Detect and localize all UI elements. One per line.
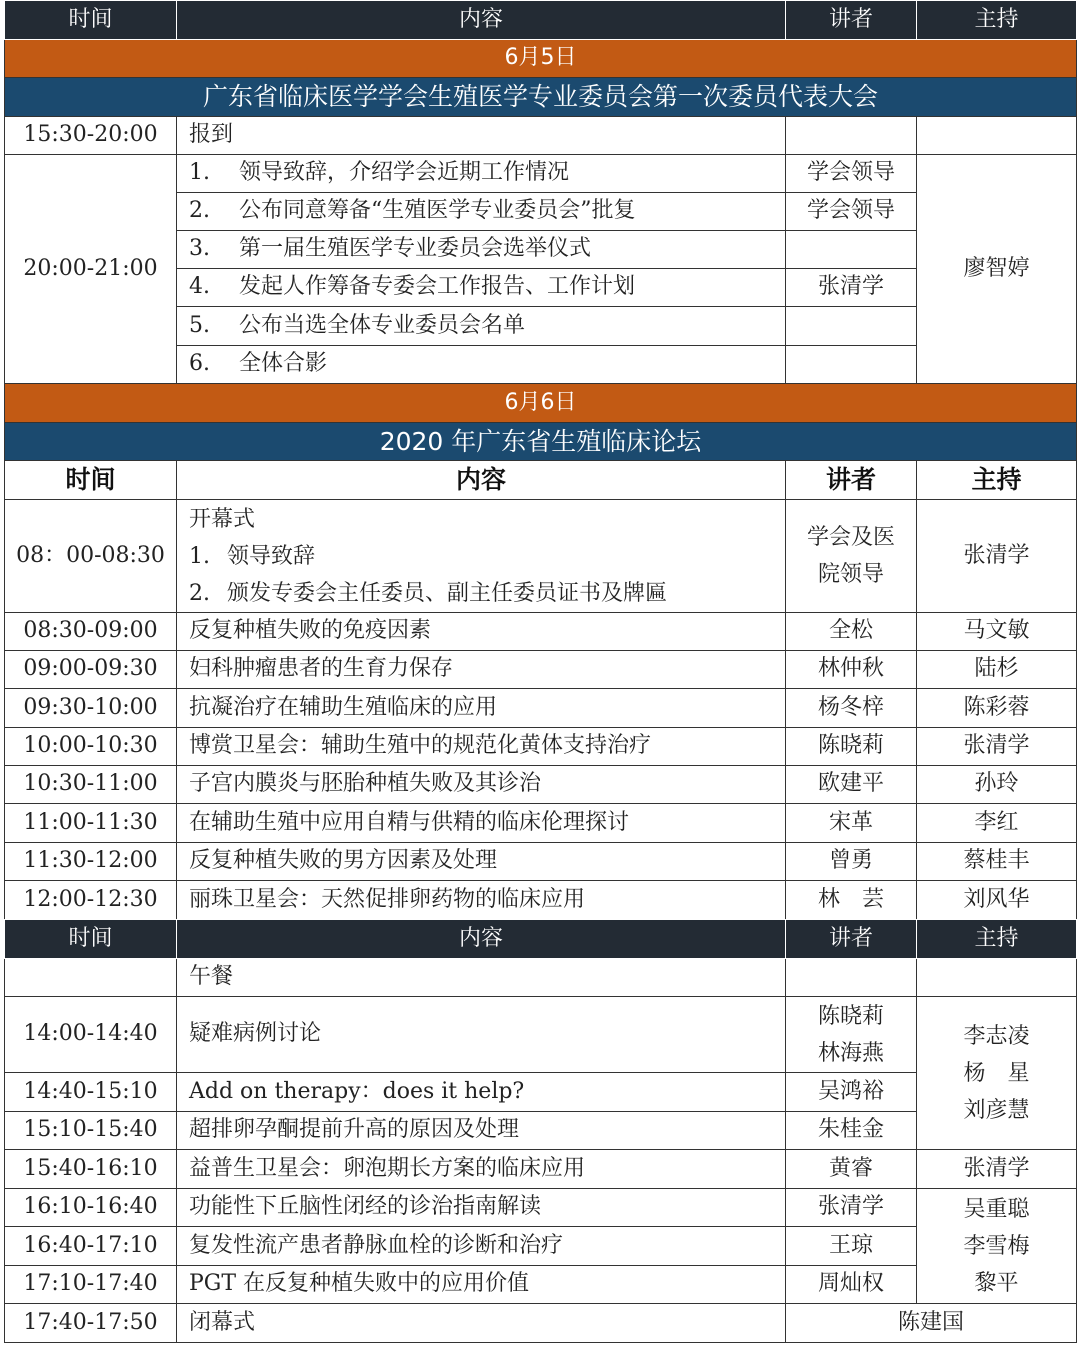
opening-content: [177, 500, 786, 613]
meeting-item: 3. 第一届生殖医学专业委员会选举仪式: [177, 231, 786, 269]
lunch-content: 午餐: [177, 959, 786, 997]
late-hosts: 吴重聪 李雪梅 黎平: [917, 1189, 1077, 1304]
checkin-host: [917, 117, 1077, 155]
session-speaker: 陈晓莉: [786, 728, 917, 766]
table-row: [5, 613, 1077, 651]
header-speaker: 讲者: [786, 920, 917, 959]
session-content: 疑难病例讨论: [177, 997, 786, 1073]
lunch-row: [5, 959, 1077, 997]
closing-time: 17:40-17:50: [5, 1304, 177, 1343]
header-speaker: 讲者: [786, 461, 917, 500]
afternoon-hosts: 李志凌 杨 星 刘彦慧: [917, 997, 1077, 1150]
session-host: 陈彩蓉: [917, 689, 1077, 728]
session-time: 14:40-15:10: [5, 1073, 177, 1112]
table-row: [5, 155, 1077, 193]
header-time: 时间: [5, 461, 177, 500]
session-time: 09:00-09:30: [5, 651, 177, 689]
header-content: 内容: [177, 920, 786, 959]
session-content: 功能性下丘脑性闭经的诊治指南解读: [177, 1189, 786, 1227]
session-speaker: 陈晓莉 林海燕: [786, 997, 917, 1073]
table-row: [5, 843, 1077, 881]
checkin-time: 15:30-20:00: [5, 117, 177, 155]
opening-time: 08：00-08:30: [5, 500, 177, 613]
day1-date: 6月5日: [5, 40, 1077, 78]
session-content: 丽珠卫星会：天然促排卵药物的临床应用: [177, 881, 786, 920]
session-speaker: 吴鸿裕: [786, 1073, 917, 1112]
day2-date: 6月6日: [5, 384, 1077, 423]
lunch-host: [917, 959, 1077, 997]
session-speaker: 黄睿: [786, 1150, 917, 1189]
opening-line: 1. 领导致辞: [189, 543, 316, 569]
meeting-item-speaker: [786, 307, 917, 346]
session-host: 张清学: [917, 1150, 1077, 1189]
meeting-host: 廖智婷: [917, 155, 1077, 384]
session-content: 超排卵孕酮提前升高的原因及处理: [177, 1112, 786, 1150]
meeting-item: 5. 公布当选全体专业委员会名单: [177, 307, 786, 346]
session-speaker: 张清学: [786, 1189, 917, 1227]
header-time: 时间: [5, 1, 177, 40]
session-time: 12:00-12:30: [5, 881, 177, 920]
session-time: 10:00-10:30: [5, 728, 177, 766]
day1-date-row: [5, 40, 1077, 78]
session-host: 刘风华: [917, 881, 1077, 920]
header-speaker: 讲者: [786, 1, 917, 40]
table-header: [5, 1, 1077, 40]
closing-content: 闭幕式: [177, 1304, 786, 1343]
opening-speaker: 学会及医 院领导: [786, 500, 917, 613]
table-row: [5, 728, 1077, 766]
checkin-content: 报到: [177, 117, 786, 155]
session-time: 08:30-09:00: [5, 613, 177, 651]
session-content: 妇科肿瘤患者的生育力保存: [177, 651, 786, 689]
day2-title-row: [5, 423, 1077, 461]
table-row: [5, 997, 1077, 1073]
opening-row: [5, 500, 1077, 613]
session-time: 10:30-11:00: [5, 766, 177, 804]
header-host: 主持: [917, 461, 1077, 500]
day2-title: 2020 年广东省生殖临床论坛: [5, 423, 1077, 461]
session-content: 抗凝治疗在辅助生殖临床的应用: [177, 689, 786, 728]
table-row: [5, 117, 1077, 155]
day2-date-row: [5, 384, 1077, 423]
session-time: 11:00-11:30: [5, 804, 177, 843]
day1-title-row: [5, 78, 1077, 117]
table-row: [5, 689, 1077, 728]
meeting-item: 2. 公布同意筹备“生殖医学专业委员会”批复: [177, 193, 786, 231]
table-row: [5, 1266, 1077, 1304]
opening-line: 2. 颁发专委会主任委员、副主任委员证书及牌匾: [189, 580, 668, 606]
lunch-time: [5, 959, 177, 997]
closing-row: [5, 1304, 1077, 1343]
meeting-item: 6. 全体合影: [177, 346, 786, 384]
session-speaker: 杨冬梓: [786, 689, 917, 728]
session-time: 15:40-16:10: [5, 1150, 177, 1189]
session-time: 15:10-15:40: [5, 1112, 177, 1150]
session-content: 反复种植失败的男方因素及处理: [177, 843, 786, 881]
session-host: 马文敏: [917, 613, 1077, 651]
meeting-item-speaker: 学会领导: [786, 155, 917, 193]
lunch-speaker: [786, 959, 917, 997]
session-speaker: 林仲秋: [786, 651, 917, 689]
closing-speaker: 陈建国: [786, 1304, 1077, 1343]
session-host: 孙玲: [917, 766, 1077, 804]
schedule-table-top: [4, 0, 1077, 920]
session-time: 11:30-12:00: [5, 843, 177, 881]
table-row: [5, 651, 1077, 689]
opening-title: 开幕式: [189, 506, 256, 532]
session-time: 14:00-14:40: [5, 997, 177, 1073]
session-content: 反复种植失败的免疫因素: [177, 613, 786, 651]
header-host: 主持: [917, 1, 1077, 40]
session-content: Add on therapy：does it help?: [177, 1073, 786, 1112]
session-speaker: 周灿权: [786, 1266, 917, 1304]
table-row: [5, 1112, 1077, 1150]
meeting-item-speaker: [786, 231, 917, 269]
session-content: 子宫内膜炎与胚胎种植失败及其诊治: [177, 766, 786, 804]
session-content: PGT 在反复种植失败中的应用价值: [177, 1266, 786, 1304]
header-host: 主持: [917, 920, 1077, 959]
meeting-item: 4. 发起人作筹备专委会工作报告、工作计划: [177, 269, 786, 307]
meeting-item-speaker: 学会领导: [786, 193, 917, 231]
session-host: 李红: [917, 804, 1077, 843]
day1-title: 广东省临床医学学会生殖医学专业委员会第一次委员代表大会: [5, 78, 1077, 117]
table-row: [5, 1227, 1077, 1266]
schedule-table-afternoon: [4, 919, 1077, 1343]
table-row: [5, 1150, 1077, 1189]
session-speaker: 曾勇: [786, 843, 917, 881]
session-time: 16:10-16:40: [5, 1189, 177, 1227]
session-host: 张清学: [917, 728, 1077, 766]
session-content: 益普生卫星会：卵泡期长方案的临床应用: [177, 1150, 786, 1189]
afternoon-header: [5, 920, 1077, 959]
meeting-item-speaker: [786, 346, 917, 384]
session-content: 在辅助生殖中应用自精与供精的临床伦理探讨: [177, 804, 786, 843]
table-row: [5, 881, 1077, 920]
session-speaker: 欧建平: [786, 766, 917, 804]
session-content: 复发性流产患者静脉血栓的诊断和治疗: [177, 1227, 786, 1266]
meeting-time: 20:00-21:00: [5, 155, 177, 384]
session-speaker: 王琼: [786, 1227, 917, 1266]
session-speaker: 全松: [786, 613, 917, 651]
session-time: 17:10-17:40: [5, 1266, 177, 1304]
table-row: [5, 766, 1077, 804]
session-speaker: 林 芸: [786, 881, 917, 920]
session-host: 蔡桂丰: [917, 843, 1077, 881]
table-row: [5, 1189, 1077, 1227]
meeting-item: 1. 领导致辞，介绍学会近期工作情况: [177, 155, 786, 193]
header-content: 内容: [177, 461, 786, 500]
session-host: 陆杉: [917, 651, 1077, 689]
session-speaker: 朱桂金: [786, 1112, 917, 1150]
day2-header: [5, 461, 1077, 500]
session-speaker: 宋革: [786, 804, 917, 843]
header-time: 时间: [5, 920, 177, 959]
table-row: [5, 804, 1077, 843]
session-time: 16:40-17:10: [5, 1227, 177, 1266]
checkin-speaker: [786, 117, 917, 155]
session-content: 博赏卫星会：辅助生殖中的规范化黄体支持治疗: [177, 728, 786, 766]
table-row: [5, 1073, 1077, 1112]
session-time: 09:30-10:00: [5, 689, 177, 728]
header-content: 内容: [177, 1, 786, 40]
opening-host: 张清学: [917, 500, 1077, 613]
meeting-item-speaker: 张清学: [786, 269, 917, 307]
